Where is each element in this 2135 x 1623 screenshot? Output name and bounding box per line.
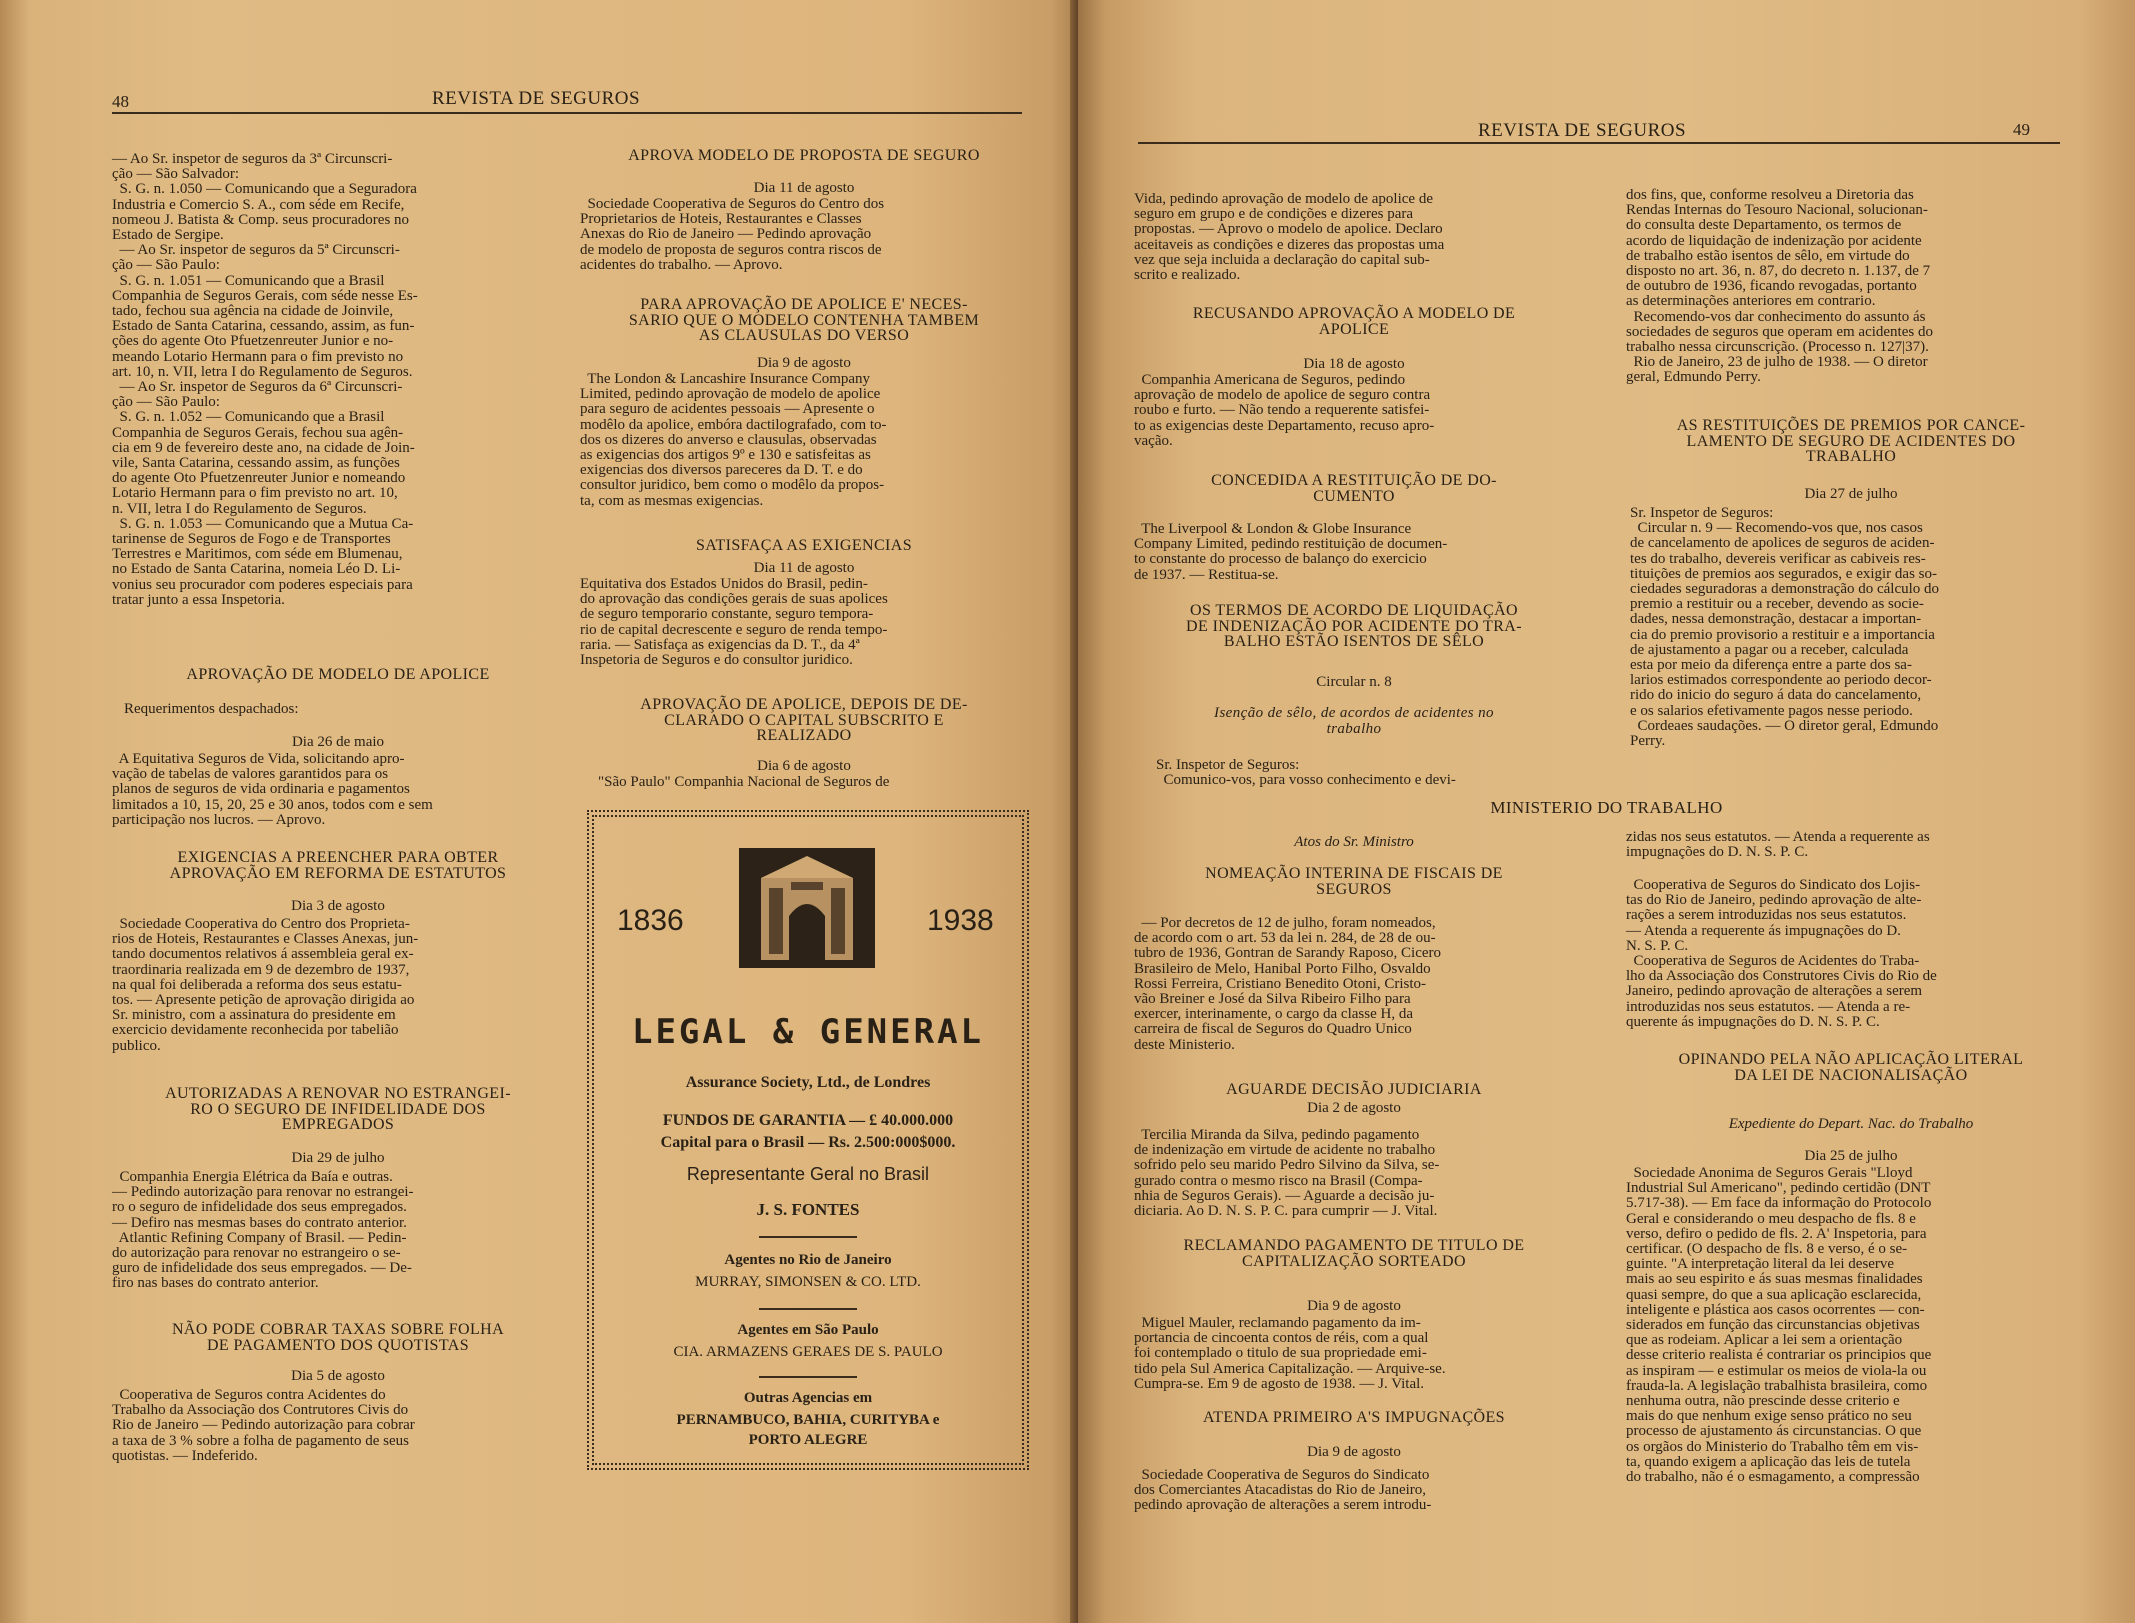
- ad-agentes-sp: Agentes em São Paulo: [737, 1322, 879, 1338]
- block-zidas: zidas nos seus estatutos. — Atenda a requerente as impugnações do D. N. S. P. C.: [1626, 829, 1930, 861]
- ad-representante: Representante Geral no Brasil: [686, 1164, 930, 1184]
- heading-aprovacao-modelo: APROVAÇÃO DE MODELO DE APOLICE: [186, 666, 490, 683]
- ad-brand: LEGAL & GENERAL: [631, 1012, 985, 1052]
- block-circular-9: Sr. Inspetor de Seguros: Circular n. 9 — Recomendo-vos que, nos casos de cancelamento de apolices de seguros de aciden- tes do trabalho, devereis verificar as cabiveis res- tituições de premios aos segurados, e exigir das so- ciedades seguradoras a demonstração do cálculo do premio a restituir ou a receber, devendo as socie- dades, nessa demonstração, destacar a importan- cia do premio provisorio a restituir e a importancia de ajustamento a pagar ou a receber, calculada esta por meio da diferença entre a parte dos sa- larios estimados correspondente ao periodo decor- rido do inicio do seguro á data do cancelamento, e os salarios efetivamente pagos nesse periodo. Cordeaes saudações. — O diretor geral, Edmundo Perry.: [1630, 505, 1940, 750]
- ad-murray: MURRAY, SIMONSEN & CO. LTD.: [695, 1274, 921, 1290]
- block-decretos: — Por decretos de 12 de julho, foram nomeados, de acordo com o art. 53 da lei n. 284, de 28 de ou- tubro de 1936, Gontran de Sarandy Raposo, Cicero Brasileiro de Melo, Hanibal Porto Filho, Osvaldo Rossi Ferreira, Cristiano Benedito Otoni, Cristo- vão Breiner e José da Silva Ribeiro Filho para exercer, interinamente, o cargo da classe H, da carreira de fiscal de Seguros do Quadro Unico deste Ministerio.: [1134, 915, 1442, 1053]
- date-18-agosto: Dia 18 de agosto: [1303, 356, 1405, 372]
- ministerio-do-trabalho-heading: MINISTERIO DO TRABALHO: [1490, 798, 1723, 817]
- left-running-header: REVISTA DE SEGUROS: [432, 88, 641, 109]
- requerimentos-label: Requerimentos despachados:: [124, 701, 299, 717]
- ad-agentes-rio: Agentes no Rio de Janeiro: [724, 1252, 892, 1268]
- ad-fontes: J. S. FONTES: [756, 1200, 860, 1219]
- block-companhia-americana: Companhia Americana de Seguros, pedindo aprovação de modelo de apolice de seguro contra roubo e furto. — Não tendo a requerente satisfei- to as exigencias deste Departamento, recuso apro- vação.: [1134, 372, 1435, 449]
- date-29-julho: Dia 29 de julho: [291, 1150, 385, 1166]
- heading-atenda-primeiro: ATENDA PRIMEIRO A'S IMPUGNAÇÕES: [1203, 1409, 1505, 1426]
- block-cooperativa-acidentes: Cooperativa de Seguros contra Acidentes do Trabalho da Associação dos Contrutores Civis do Rio de Janeiro — Pedindo autorização para cobrar a taxa de 3 % sobre a folha de pagamento de seus quotistas. — Indeferido.: [112, 1387, 415, 1464]
- block-lloyd-industrial: Sociedade Anonima de Seguros Gerais "Lloyd Industrial Sul Americano", pedindo certidão (DNT 5.717-38). — Em face da informação do Protocolo Geral e considerando o meu despacho de fls. 8 e verso, defiro o pedido de fls. 2. A' Inspetoria, para certificar. (O despacho de fls. 8 e verso, é o se- guinte. "A interpretação literal da lei deserve mais ao seu espirito e ás suas mesmas finalidades quasi sempre, do que a sua aplicação esclarecida, inteligente e plástica aos casos ocorrentes — con- siderados em função das circunstancias objetivas que as rodeiam. Aplicar a lei sem a orientação desse criterio realista é contrariar os principios que as inspiram — e estimular os meios de viola-la ou frauda-la. A legislação trabalhista brasileira, como nenhuma outra, não prescinde desse criterio e mais do que nenhum exige senso prático no seu processo de ajustamento ás circunstancias. O que os orgãos do Ministerio do Trabalho têm em vis- ta, quando exigem a aplicação das leis de tutela do trabalho, não é o esmagamento, a compressão: [1626, 1165, 1932, 1486]
- left-page-number: 48: [112, 92, 129, 111]
- date-27-julho: Dia 27 de julho: [1804, 486, 1898, 502]
- ad-year-left: 1836: [617, 904, 684, 937]
- block-sr-inspetor: Sr. Inspetor de Seguros: Comunico-vos, para vosso conhecimento e devi-: [1156, 757, 1456, 789]
- block-miguel-mauler: Miguel Mauler, reclamando pagamento da im- portancia de cincoenta contos de réis, com a qual foi contemplado o titulo de sua propriedade emi- tido pela Sul America Capitalização. — Arquive-se. Cumpra-se. Em 9 de agosto de 1938. — J. Vital.: [1134, 1315, 1446, 1392]
- heading-recusando: RECUSANDO APROVAÇÃO A MODELO DE APOLICE: [1192, 305, 1516, 338]
- block-vida: Vida, pedindo aprovação de modelo de apolice de seguro em grupo e de condições e dizeres para propostas. — Aprovo o modelo de apolice. Declaro aceitaveis as condições e dizeres das propostas uma vez que seja incluida a declaração do capital sub- scrito e realizado.: [1134, 191, 1445, 284]
- date-9-agosto-right: Dia 9 de agosto: [1307, 1298, 1401, 1314]
- block-london-lancashire: The London & Lancashire Insurance Company Limited, pedindo aprovação de modelo de apolice para seguro de acidentes pessoais — Apresente o modêlo da apolice, embóra dactilografado, com to- dos os dizeres do anverso e clausulas, observadas as exigencias dos artigos 9º e 130 e satisfeitas as exigencias dos diversos pareceres da D. T. e do consultor juridico, bem como o modêlo da propos- ta, com as mesmas exigencias.: [580, 371, 887, 509]
- legal-general-advertisement: [587, 810, 1029, 1470]
- block-dos-fins: dos fins, que, conforme resolveu a Diretoria das Rendas Internas do Tesouro Nacional, solucionan- do consulta deste Departamento, os termos de acordo de liquidação de indenização por acidente de trabalho estão isentos de sêlo, em virtude do disposto no art. 36, n. 87, do decreto n. 1.137, de 7 de outubro de 1936, ficando revogadas, portanto as determinações anteriores em contrario. Recomendo-vos dar conhecimento do assunto ás sociedades de seguros que operam em acidentes do trabalho nessa circunscrição. (Processo n. 127|37). Rio de Janeiro, 23 de julho de 1938. — O diretor geral, Edmundo Perry.: [1626, 187, 1933, 386]
- heading-nao-pode-cobrar: NÃO PODE COBRAR TAXAS SOBRE FOLHA DE PAGAMENTO DOS QUOTISTAS: [171, 1321, 505, 1354]
- ad-year-right: 1938: [927, 904, 994, 937]
- date-9-agosto-right-b: Dia 9 de agosto: [1307, 1444, 1401, 1460]
- heading-nomeacao-interina: NOMEAÇÃO INTERINA DE FISCAIS DE SEGUROS: [1205, 865, 1503, 898]
- right-running-header: REVISTA DE SEGUROS: [1478, 120, 1687, 141]
- date-9-agosto: Dia 9 de agosto: [757, 355, 851, 371]
- heading-autorizadas: AUTORIZADAS A RENOVAR NO ESTRANGEI- RO O SEGURO DE INFIDELIDADE DOS EMPREGADOS: [165, 1085, 511, 1133]
- block-tercilia: Tercilia Miranda da Silva, pedindo pagamento de indenização em virtude de acidente no trabalho sofrido pelo seu marido Pedro Silvino da Silva, se- gurado contra o mesmo risco na Brasil (Compa- nhia de Seguros Gerais). — Aguarde a decisão ju- diciaria. Ao D. N. S. P. C. para cumprir — J. Vital.: [1134, 1127, 1440, 1220]
- block-sao-paulo: "São Paulo" Companhia Nacional de Seguros de: [598, 774, 890, 790]
- gate-icon: [739, 848, 875, 968]
- right-page: [1078, 0, 2135, 1623]
- block-cooperativa-hoteis: Sociedade Cooperativa do Centro dos Proprieta- rios de Hoteis, Restaurantes e Classes Anexas, jun- tando documentos relativos á assembleia geral ex- traordinaria realizada em 9 de dezembro de 1937, na qual foi deliberada a reforma dos seus estatu- tos. — Apresente petição de aprovação dirigida ao Sr. ministro, com a assinatura do presidente em exercicio devidamente reconhecida por tabelião publico.: [112, 916, 419, 1054]
- ad-separator-3: [759, 1376, 857, 1378]
- block-sindicato-atacadistas: Sociedade Cooperativa de Seguros do Sindicato dos Comerciantes Atacadistas do Rio de Janeiro, pedindo aprovação de alterações a serem introdu-: [1134, 1467, 1432, 1514]
- ad-cities-1: PERNAMBUCO, BAHIA, CURITYBA e: [676, 1412, 940, 1428]
- block-equitativa-estados-unidos: Equitativa dos Estados Unidos do Brasil, pedin- do aprovação das condições gerais de suas apolices de seguro temporario constante, seguro tempora- rio de capital decrescente e seguro de renda tempo- raria. — Satisfaça as exigencias da D. T., da 4ª Inspetoria de Seguros e do consultor juridico.: [580, 576, 888, 669]
- date-25-julho: Dia 25 de julho: [1804, 1148, 1898, 1164]
- atos-ministro: Atos do Sr. Ministro: [1294, 834, 1414, 850]
- date-3-agosto: Dia 3 de agosto: [291, 898, 385, 914]
- ad-cities-2: PORTO ALEGRE: [748, 1432, 868, 1448]
- block-equitativa: A Equitativa Seguros de Vida, solicitando apro- vação de tabelas de valores garantidos para os planos de seguros de vida ordinaria e pagamentos limitados a 10, 15, 20, 25 e 30 anos, todos com e sem participação nos lucros. — Aprovo.: [112, 751, 433, 828]
- date-11-agosto-b: Dia 11 de agosto: [753, 560, 855, 576]
- heading-reclamando: RECLAMANDO PAGAMENTO DE TITULO DE CAPITALIZAÇÃO SORTEADO: [1183, 1237, 1525, 1270]
- heading-satisfaca: SATISFAÇA AS EXIGENCIAS: [695, 537, 913, 554]
- heading-para-aprovacao: PARA APROVAÇÃO DE APOLICE E' NECES- SARIO QUE O MODELO CONTENHA TAMBEM AS CLAUSULAS DO VERSO: [628, 296, 980, 344]
- heading-concedida: CONCEDIDA A RESTITUIÇÃO DE DO- CUMENTO: [1211, 472, 1497, 505]
- ad-outras: Outras Agencias em: [743, 1390, 873, 1406]
- block-liverpool: The Liverpool & London & Globe Insurance Company Limited, pedindo restituição de documen- to constante do processo de balanço do exercicio de 1937. — Restitua-se.: [1134, 521, 1448, 583]
- date-26-maio: Dia 26 de maio: [291, 734, 385, 750]
- heading-aprovacao-depois-capital: APROVAÇÃO DE APOLICE, DEPOIS DE DE- CLARADO O CAPITAL SUBSCRITO E REALIZADO: [640, 696, 968, 744]
- heading-restituicoes: AS RESTITUIÇÕES DE PREMIOS POR CANCE- LAMENTO DE SEGURO DE ACIDENTES DO TRABALHO: [1676, 417, 2026, 465]
- left-col1-block1: — Ao Sr. inspetor de seguros da 3ª Circunscri- ção — São Salvador: S. G. n. 1.050 — Comunicando que a Seguradora Industria e Comercio S. A., com séde em Recife, nomeou J. Batista & Comp. seus procuradores no Estado de Sergipe. — Ao Sr. inspetor de seguros da 5ª Circunscri- ção — São Paulo: S. G. n. 1.051 — Comunicando que a Brasil Companhia de Seguros Gerais, com séde nesse Es- tado, fechou sua agência na cidade de Joinvile, Estado de Santa Catarina, cessando, assim, as fun- ções do agente Oto Pfuetzenreuter Junior e no- meando Lotario Hermann para o fim previsto no art. 10, n. VII, letra I do Regulamento de Seguros. — Ao Sr. inspetor de Seguros da 6ª Circunscri- ção — São Paulo: S. G. n. 1.052 — Comunicando que a Brasil Companhia de Seguros Gerais, fechou sua agên- cia em 9 de fevereiro deste ano, na cidade de Join- vile, Santa Catarina, cessando assim, as funções do agente Oto Pfuetzenreuter Junior e nomeando Lotario Hermann para o fim previsto no art. 10, n. VII, letra I do Regulamento de Seguros. S. G. n. 1.053 — Comunicando que a Mutua Ca- tarinense de Seguros de Fogo e de Transportes Terrestres e Maritimos, com séde em Blumenau, no Estado de Santa Catarina, nomeia Léo D. Li- vonius seu procurador com poderes especiais para tratar junto a essa Inspetoria.: [112, 151, 418, 608]
- heading-aprova-modelo-proposta: APROVA MODELO DE PROPOSTA DE SEGURO: [628, 147, 980, 164]
- heading-termos-acordo: OS TERMOS DE ACORDO DE LIQUIDAÇÃO DE INDENIZAÇÃO POR ACIDENTE DO TRA- BALHO ESTÃO ISENTOS DE SÊLO: [1186, 602, 1522, 650]
- ad-capital: Capital para o Brasil — Rs. 2.500:000$000.: [660, 1134, 956, 1151]
- left-header-rule: [112, 112, 1022, 114]
- right-page-number: 49: [2013, 120, 2030, 139]
- ad-separator-1: [759, 1236, 857, 1238]
- date-6-agosto: Dia 6 de agosto: [757, 758, 851, 774]
- heading-exigencias: EXIGENCIAS A PREENCHER PARA OBTER APROVAÇÃO EM REFORMA DE ESTATUTOS: [169, 849, 507, 882]
- right-header-rule: [1138, 142, 2060, 144]
- ad-fundos: FUNDOS DE GARANTIA — £ 40.000.000: [662, 1112, 954, 1129]
- ad-cia: CIA. ARMAZENS GERAES DE S. PAULO: [673, 1344, 943, 1360]
- isencao-subtitle: Isenção de sêlo, de acordos de acidentes no trabalho: [1214, 705, 1494, 737]
- block-lojistas: Cooperativa de Seguros do Sindicato dos Lojis- tas do Rio de Janeiro, pedindo aprovação de alte- rações a serem introduzidas nos seus estatutos. — Atenda a requerente ás impugnações do D. N. S. P. C. Cooperativa de Seguros de Acidentes do Traba- lho da Associação dos Construtores Civis do Rio de Janeiro, pedindo aprovação de alterações a serem introduzidas nos seus estatutos. — Atenda a re- querente ás impugnações do D. N. S. P. C.: [1626, 877, 1937, 1030]
- date-2-agosto: Dia 2 de agosto: [1307, 1100, 1401, 1116]
- heading-aguarde: AGUARDE DECISÃO JUDICIARIA: [1226, 1081, 1482, 1098]
- date-5-agosto: Dia 5 de agosto: [291, 1368, 385, 1384]
- block-sociedade-cooperativa: Sociedade Cooperativa de Seguros do Centro dos Proprietarios de Hoteis, Restaurantes e Classes Anexas do Rio de Janeiro — Pedindo aprovação de modelo de proposta de seguros contra riscos de acidentes do trabalho. — Aprovo.: [580, 196, 885, 273]
- block-energia-eletrica: Companhia Energia Elétrica da Baía e outras. — Pedindo autorização para renovar no estrangei- ro o seguro de infidelidade dos seus empregados. — Defiro nas mesmas bases do contrato anterior. Atlantic Refining Company of Brasil. — Pedin- do autorização para renovar no estrangeiro o se- guro de infidelidade dos seus empregados. — De- firo nas bases do contrato anterior.: [112, 1169, 414, 1292]
- date-11-agosto: Dia 11 de agosto: [753, 180, 855, 196]
- circular-8-label: Circular n. 8: [1316, 674, 1392, 690]
- building-illustration: [739, 848, 875, 968]
- expediente-subtitle: Expediente do Depart. Nac. do Trabalho: [1728, 1116, 1974, 1132]
- ad-separator-2: [759, 1308, 857, 1310]
- heading-opinando: OPINANDO PELA NÃO APLICAÇÃO LITERAL DA LEI DE NACIONALISAÇÃO: [1678, 1051, 2024, 1084]
- ad-society: Assurance Society, Ltd., de Londres: [685, 1074, 931, 1091]
